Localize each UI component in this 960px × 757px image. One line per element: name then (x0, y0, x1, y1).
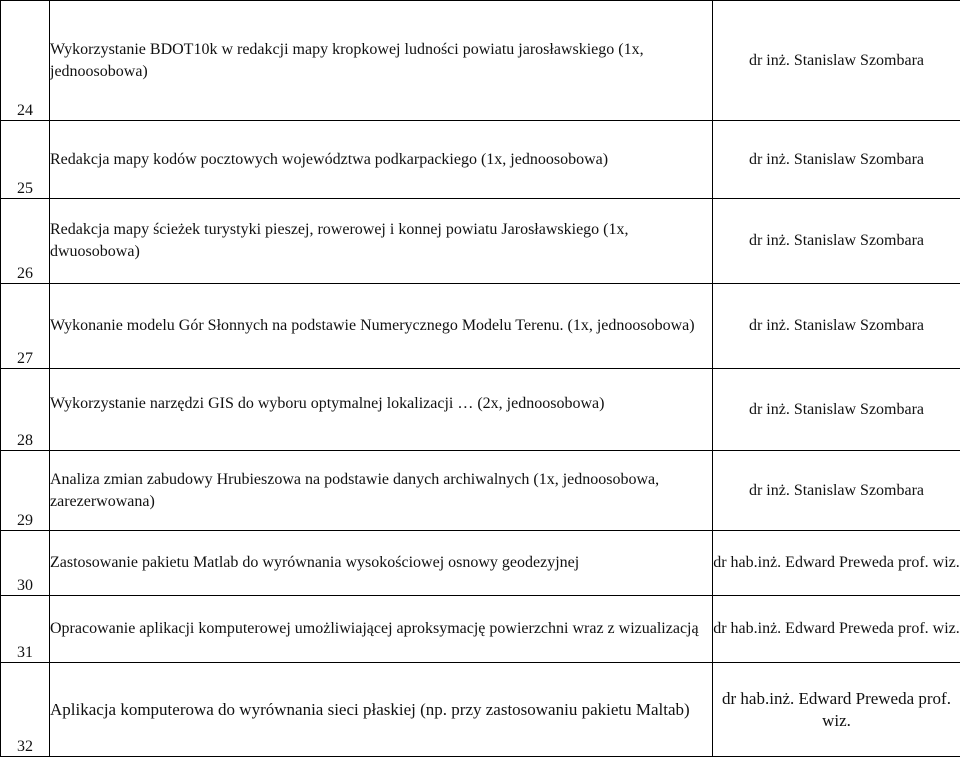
supervisor-name: dr hab.inż. Edward Preweda prof. wiz. (713, 663, 960, 757)
thesis-title: Opracowanie aplikacji komputerowej umożliwiającej aproksymację powierzchni wraz z wizualizacją (50, 596, 713, 663)
table-row (1, 531, 960, 596)
row-number: 28 (1, 369, 50, 451)
thesis-title: Zastosowanie pakietu Matlab do wyrównania wysokościowej osnowy geodezyjnej (50, 531, 713, 596)
table-row (1, 199, 960, 284)
thesis-title: Aplikacja komputerowa do wyrównania sieci płaskiej (np. przy zastosowaniu pakietu Maltab) (50, 663, 713, 757)
row-number: 32 (1, 663, 50, 757)
thesis-title: Redakcja mapy kodów pocztowych województwa podkarpackiego (1x, jednoosobowa) (50, 121, 713, 199)
table-row (1, 369, 960, 451)
supervisor-name: dr hab.inż. Edward Preweda prof. wiz. (713, 596, 960, 663)
table-row (1, 121, 960, 199)
table-row (1, 284, 960, 369)
table-row (1, 1, 960, 121)
row-number: 24 (1, 1, 50, 121)
supervisor-name: dr inż. Stanislaw Szombara (713, 1, 960, 121)
row-number: 31 (1, 596, 50, 663)
table-row (1, 663, 960, 757)
supervisor-name: dr inż. Stanislaw Szombara (713, 284, 960, 369)
supervisor-name: dr hab.inż. Edward Preweda prof. wiz. (713, 531, 960, 596)
table-row (1, 451, 960, 531)
thesis-title: Wykorzystanie narzędzi GIS do wyboru optymalnej lokalizacji … (2x, jednoosobowa) (50, 369, 713, 451)
thesis-title: Redakcja mapy ścieżek turystyki pieszej, rowerowej i konnej powiatu Jarosławskiego (1x, dwuosobowa) (50, 199, 713, 284)
supervisor-name: dr inż. Stanislaw Szombara (713, 121, 960, 199)
thesis-title: Wykorzystanie BDOT10k w redakcji mapy kropkowej ludności powiatu jarosławskiego (1x, jednoosobowa) (50, 1, 713, 121)
row-number: 25 (1, 121, 50, 199)
table-row (1, 596, 960, 663)
thesis-title: Wykonanie modelu Gór Słonnych na podstawie Numerycznego Modelu Terenu. (1x, jednoosobowa) (50, 284, 713, 369)
row-number: 27 (1, 284, 50, 369)
supervisor-name: dr inż. Stanislaw Szombara (713, 451, 960, 531)
thesis-title: Analiza zmian zabudowy Hrubieszowa na podstawie danych archiwalnych (1x, jednoosobowa, zarezerwowana) (50, 451, 713, 531)
row-number: 30 (1, 531, 50, 596)
row-number: 26 (1, 199, 50, 284)
supervisor-name: dr inż. Stanislaw Szombara (713, 199, 960, 284)
supervisor-name: dr inż. Stanislaw Szombara (713, 369, 960, 451)
row-number: 29 (1, 451, 50, 531)
